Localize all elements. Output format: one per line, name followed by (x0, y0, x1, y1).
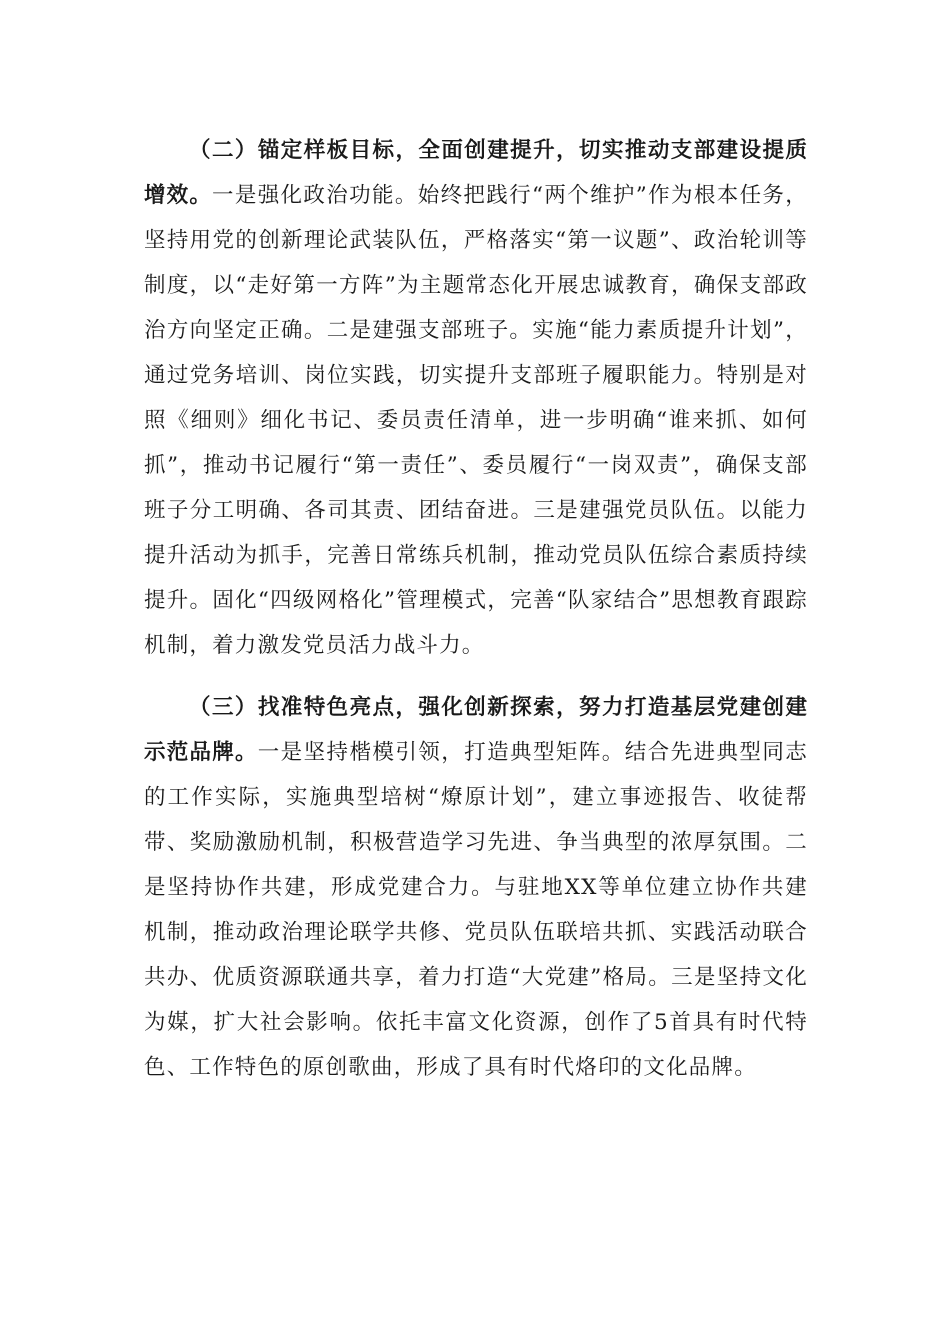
paragraph-body-text: 一是强化政治功能。始终把践行“两个维护”作为根本任务，坚持用党的创新理论武装队伍，严格落实“第一议题”、政治轮训等制度，以“走好第一方阵”为主题常态化开展忠诚教育，确保支部政治方向坚定正确。二是建强支部班子。实施“能力素质提升计划”，通过党务培训、岗位实践，切实提升支部班子履职能力。特别是对照《细则》细化书记、委员责任清单，进一步明确“谁来抓、如何抓”，推动书记履行“第一责任”、委员履行“一岗双责”，确保支部班子分工明确、各司其责、团结奋进。三是建强党员队伍。以能力提升活动为抓手，完善日常练兵机制，推动党员队伍综合素质持续提升。固化“四级网格化”管理模式，完善“队家结合”思想教育跟踪机制，着力激发党员活力战斗力。 (144, 183, 808, 658)
document-body (144, 128, 808, 1090)
paragraph-lead-heading: （三）找准特色亮点，强化创新探索，努力打造基层党建创建示范品牌。 (144, 695, 808, 765)
paragraph-section-3 (144, 685, 808, 1090)
paragraph-section-2 (144, 128, 808, 668)
paragraph-lead-heading: （二）锚定样板目标，全面创建提升，切实推动支部建设提质增效。 (144, 138, 808, 208)
paragraph-body-text: 一是坚持楷模引领，打造典型矩阵。结合先进典型同志的工作实际，实施典型培树“燎原计划”，建立事迹报告、收徒帮带、奖励激励机制，积极营造学习先进、争当典型的浓厚氛围。二是坚持协作共建，形成党建合力。与驻地XX等单位建立协作共建机制，推动政治理论联学共修、党员队伍联培共抓、实践活动联合共办、优质资源联通共享，着力打造“大党建”格局。三是坚持文化为媒，扩大社会影响。依托丰富文化资源，创作了5首具有时代特色、工作特色的原创歌曲，形成了具有时代烙印的文化品牌。 (144, 740, 808, 1080)
